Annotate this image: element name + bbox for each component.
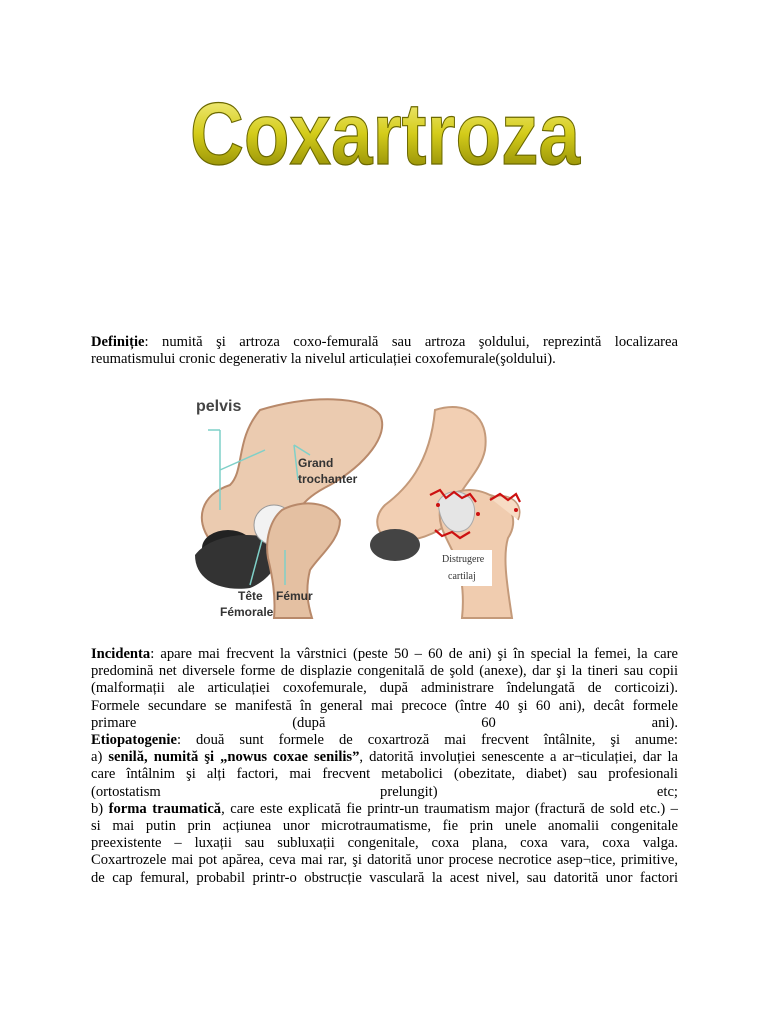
- incidenta-line-5: primare (după 60 ani).: [91, 714, 678, 731]
- incidenta-line-1: : apare mai frecvent la vârstnici (peste 50 – 60 de ani) şi în special la femei, la care: [150, 646, 678, 662]
- label-cartilaj: cartilaj: [448, 571, 476, 582]
- arthritic-hip-image: [370, 407, 520, 618]
- etiopatogenie-line-8: Coxartrozele mai pot apărea, ceva mai rar, şi datorită unor procese necrotice asep¬tice, primitive,: [91, 852, 678, 869]
- etiopatogenie-line-6: si mai putin prin acțiunea unor microtraumatisme, fie prin unele anomalii congenitale: [91, 818, 678, 835]
- title-wordart: [170, 78, 600, 188]
- etiopatogenie-line-4: (ortostatism prelungit) etc;: [91, 783, 678, 800]
- etiopatogenie-senila: senilă, numită şi „nowus coxae senilis”: [108, 749, 360, 766]
- hip-illustration: [190, 390, 590, 620]
- body-paragraphs: [91, 646, 678, 887]
- definition-text-2: reumatismului cronic degenerativ la nivelul articulației coxofemurale(şoldului).: [91, 351, 556, 368]
- incidenta-line-4: Formele secundare se manifestă în general mai precoce (între 40 şi 60 ani), decât formele: [91, 697, 678, 714]
- label-distrugere: Distrugere: [442, 554, 485, 565]
- incidenta-line-2: predomină net diversele forme de displazie congenitală de şold (anexe), dar şi la tineri sau copii: [91, 663, 678, 680]
- incidenta-line-3: (malformații ale articulației coxofemurale, după administrare îndelungată de corticoizi).: [91, 680, 678, 697]
- etiopatogenie-traumatica: forma traumatică: [108, 800, 222, 817]
- title-text: Coxartroza: [190, 84, 581, 183]
- label-femorale: Fémorale: [220, 605, 274, 619]
- label-trochanter: trochanter: [298, 472, 358, 486]
- definition-paragraph: [91, 334, 678, 368]
- etiopatogenie-line-9: de cap femural, probabil printr-o obstrucție vasculară la acest nivel, sau datorită unor factori: [91, 869, 678, 886]
- etiopatogenie-line-1: : două sunt formele de coxartroză mai frecvent întâlnite, şi anume:: [176, 732, 678, 749]
- label-tete: Tête: [238, 589, 263, 603]
- label-pelvis: pelvis: [196, 398, 242, 415]
- etiopatogenie-label: Etiopatogenie: [91, 732, 177, 749]
- page-title: [170, 78, 600, 188]
- etiopatogenie-line-3: care întâlnim şi alți factori, mai frecvent metabolici (obezitate, diabet) sau profesionali: [91, 766, 678, 783]
- etiopatogenie-line-5: , care este explicată fie printr-un traumatism major (fractură de sold etc.) –: [221, 800, 678, 817]
- definition-text-1: : numită şi artroza coxo-femurală sau artroza şoldului, reprezintă localizarea: [144, 334, 678, 350]
- etiopatogenie-line-2: , datorită involuției senescente a ar¬ticulației, dar la: [359, 749, 678, 766]
- healthy-hip-image: [195, 398, 382, 619]
- definition-label: Definiție: [91, 334, 145, 350]
- incidenta-label: Incidenta: [91, 646, 151, 662]
- label-grand: Grand: [298, 456, 334, 470]
- label-femur: Fémur: [276, 589, 313, 603]
- etiopatogenie-a-prefix: a): [91, 749, 109, 766]
- etiopatogenie-line-7: preexistente – luxații sau subluxații congenitale, coxa plana, coxa vara, coxa valga.: [91, 835, 678, 852]
- etiopatogenie-b-prefix: b): [91, 800, 109, 817]
